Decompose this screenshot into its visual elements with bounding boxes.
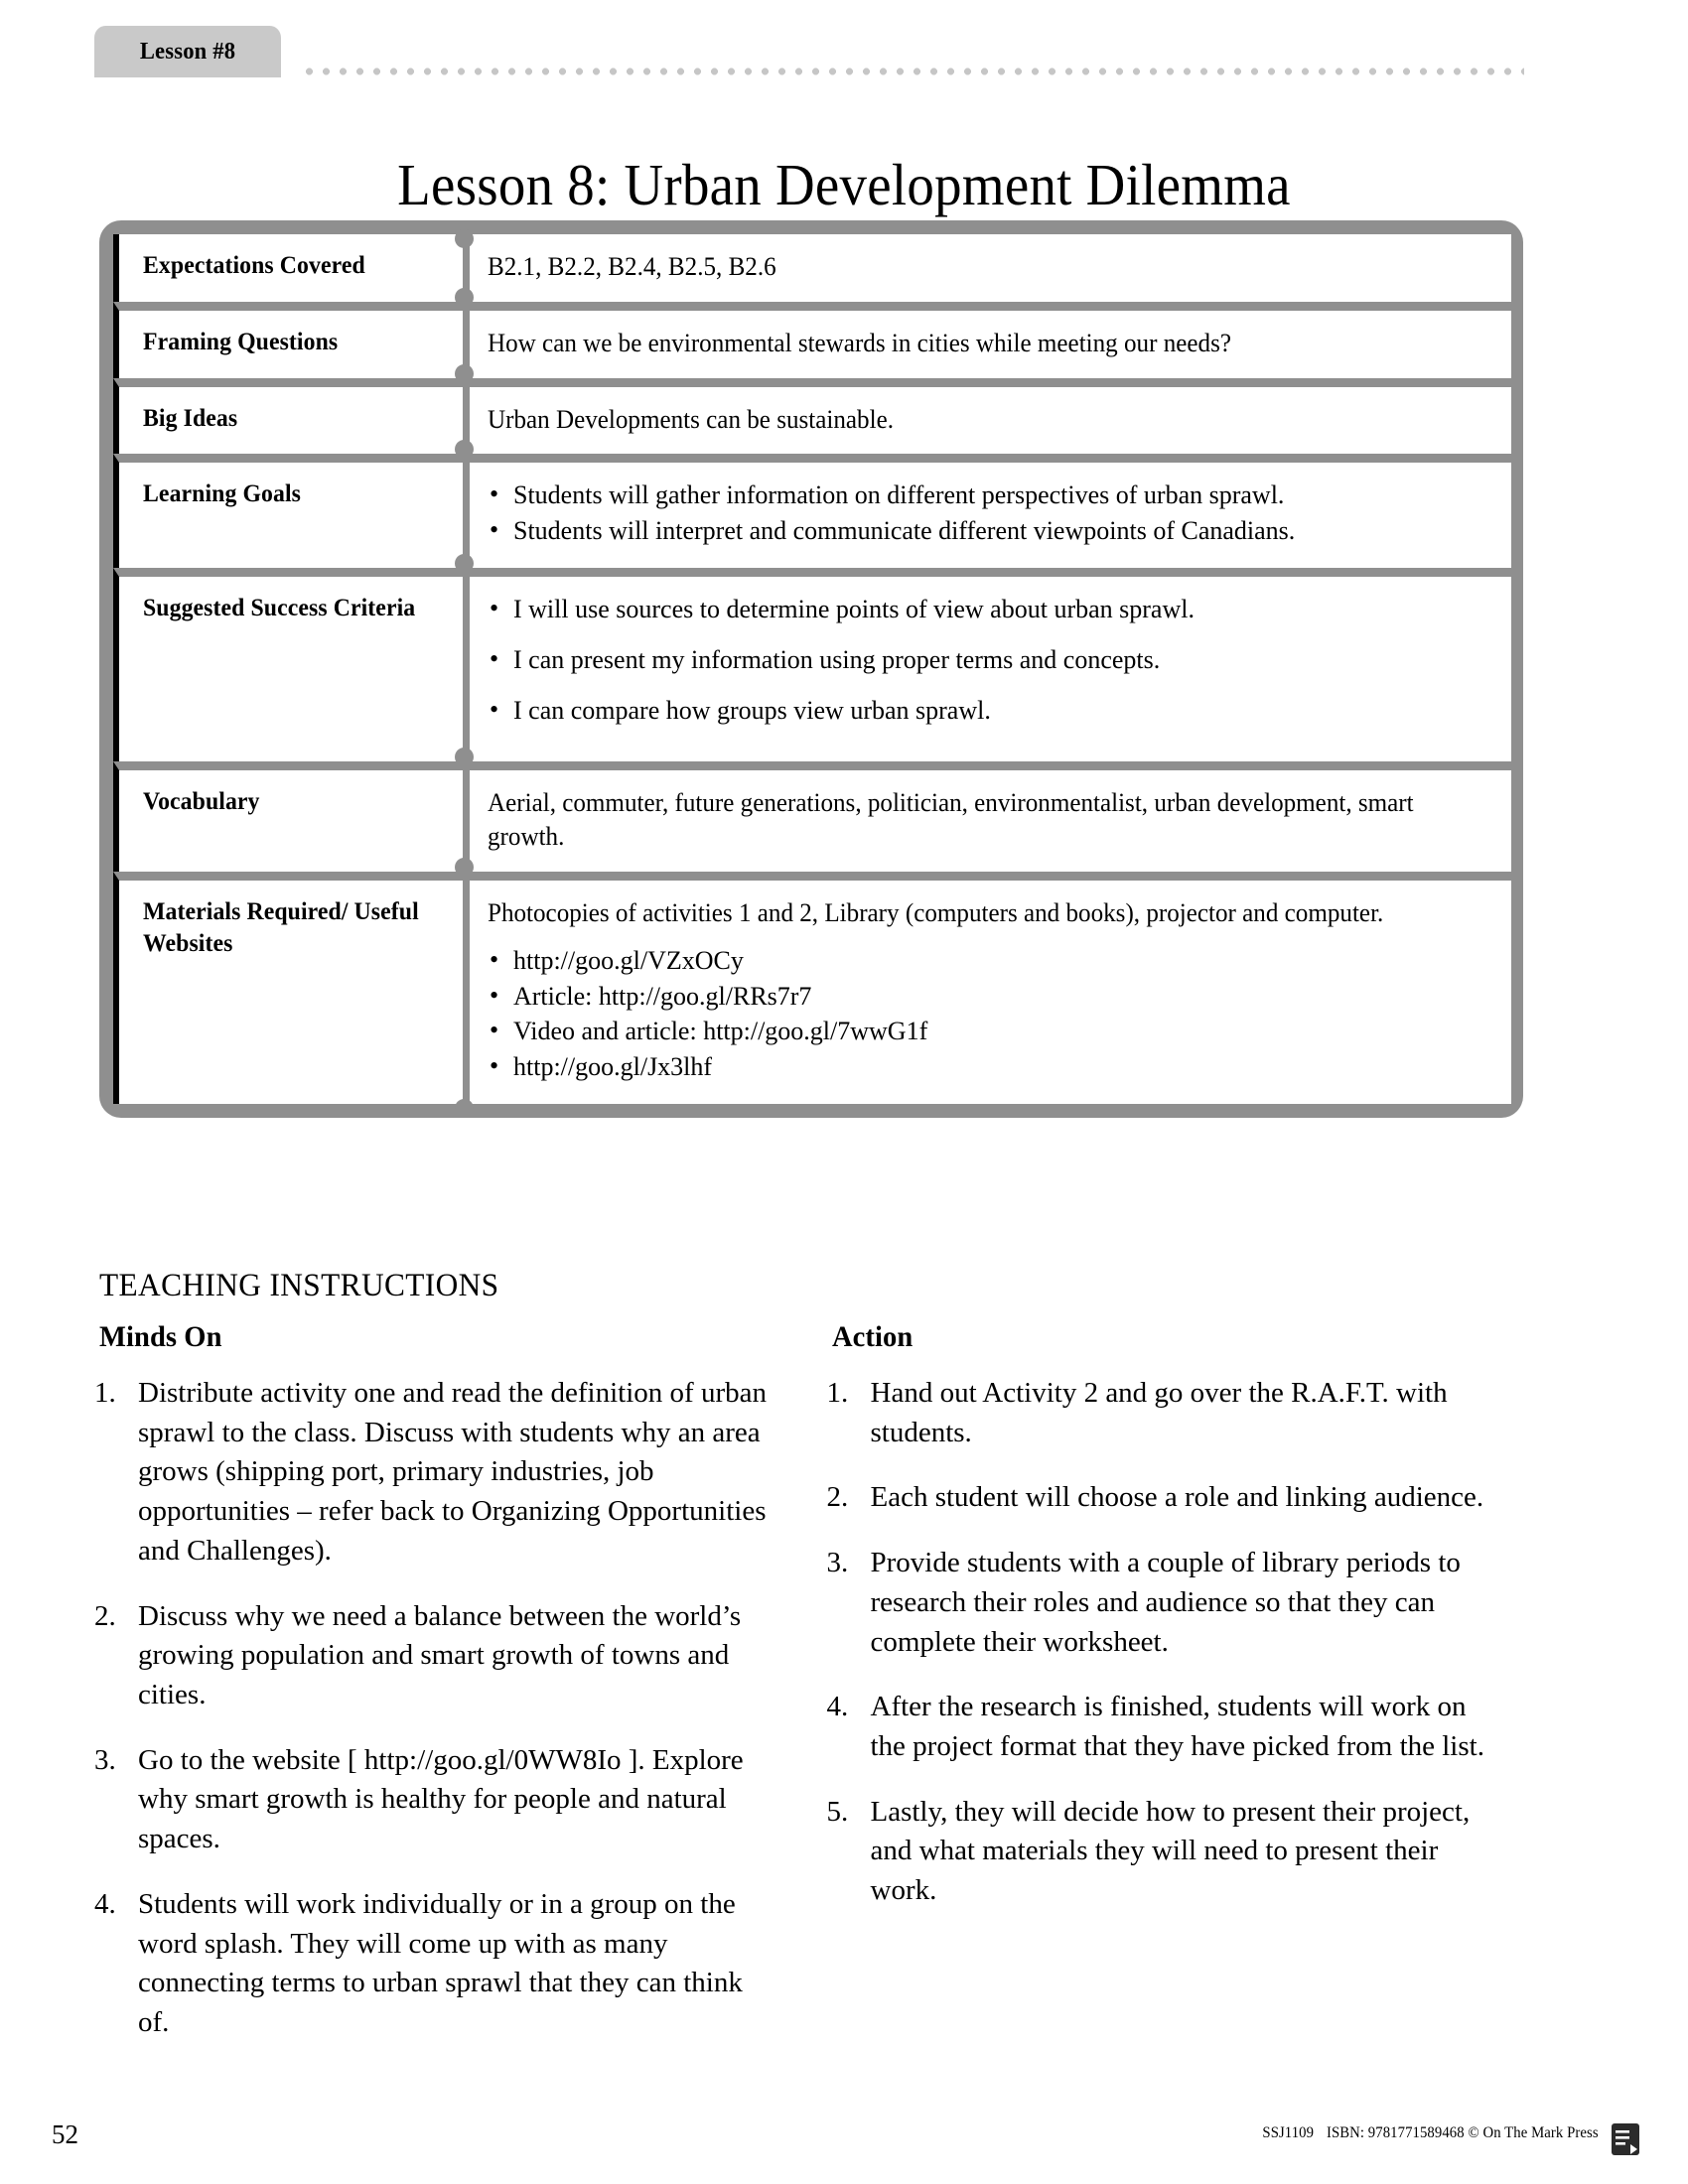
row-label: Vocabulary [143,788,260,816]
list-item [94,1885,773,2043]
step-number: 2. [94,1599,116,1632]
table-row [113,568,1511,761]
lesson-tab [94,26,281,77]
list-item [827,1544,1505,1662]
action-column [827,1320,1505,2043]
step-text: After the research is finished, students will work on the project format that they have picked from the list. [870,1691,1484,1763]
footer-isbn: ISBN: 9781771589468 © On The Mark Press [1327,2124,1599,2141]
useful-websites-list [488,944,1493,1084]
step-number: 5. [826,1795,849,1828]
list-item: • I can present my information using proper terms and concepts. [488,643,1493,677]
list-item: • http://goo.gl/Jx3lhf [488,1050,1493,1084]
divider-joint-dot [455,554,474,573]
step-number: 1. [826,1377,849,1409]
step-text: Hand out Activity 2 and go over the R.A.F.T. with students. [870,1377,1448,1448]
list-item [827,1374,1505,1452]
lesson-overview-table [99,220,1523,1118]
table-row [113,454,1511,568]
page-header [0,26,1688,77]
row-label: Big Ideas [143,404,238,432]
step-number: 3. [94,1743,116,1776]
action-steps [827,1374,1505,1911]
step-text: Provide students with a couple of library periods to research their roles and audience so that they can complete their worksheet. [870,1547,1461,1658]
row-label-cell [113,568,463,761]
row-label: Suggested Success Criteria [143,594,416,621]
step-number: 1. [94,1377,116,1409]
row-value-cell [463,234,1511,302]
divider-joint-dot [455,440,474,459]
divider-joint-dot [455,229,474,248]
row-label-cell [113,302,463,378]
step-text: Go to the website [ http://goo.gl/0WW8Io ]. Explore why smart growth is healthy for people and natural spaces. [138,1743,744,1855]
list-item: • Article: http://goo.gl/RRs7r7 [488,980,1493,1014]
minds-on-steps [94,1374,773,2043]
header-dotted-rule [301,68,1524,75]
list-item: • I will use sources to determine points of view about urban sprawl. [488,593,1493,626]
row-label-cell [113,378,463,455]
row-value: Photocopies of activities 1 and 2, Library (computers and books), projector and computer. [488,897,1384,927]
book-icon [1611,2122,1640,2156]
table-row [113,234,1511,302]
teaching-instructions-heading: TEACHING INSTRUCTIONS [99,1268,499,1303]
row-value: Urban Developments can be sustainable. [488,404,894,434]
row-value: Aerial, commuter, future generations, politician, environmentalist, urban development, smart growth. [488,788,1414,852]
list-item: • http://goo.gl/VZxOCy [488,944,1493,978]
row-label: Framing Questions [143,328,339,355]
step-number: 4. [826,1691,849,1723]
list-item: • Video and article: http://goo.gl/7wwG1f [488,1015,1493,1048]
divider-joint-dot [455,364,474,383]
minds-on-heading: Minds On [99,1320,222,1353]
step-text: Distribute activity one and read the definition of urban sprawl to the class. Discuss with students why an area grows (shipping port, primary industries, job opportunities – refer back to Organizing Opportunities and Challenges). [138,1377,767,1567]
step-number: 2. [826,1481,849,1514]
list-item [827,1793,1505,1911]
row-value: How can we be environmental stewards in cities while meeting our needs? [488,328,1231,357]
row-label: Learning Goals [143,480,302,508]
row-label-cell [113,234,463,302]
step-text: Lastly, they will decide how to present their project, and what materials they will need to present their work. [870,1795,1471,1907]
step-text: Students will work individually or in a group on the word splash. They will come up with as many connecting terms to urban sprawl that they can think of. [138,1887,743,2039]
minds-on-column [94,1320,773,2043]
row-value-cell [463,872,1511,1104]
row-value-cell [463,568,1511,761]
row-value-cell [463,302,1511,378]
divider-joint-dot [455,858,474,877]
list-item: • Students will gather information on different perspectives of urban sprawl. [488,478,1493,512]
row-label: Materials Required/ Useful Websites [143,897,419,958]
learning-goals-list [488,478,1493,548]
row-value-cell [463,761,1511,872]
list-item [827,1688,1505,1766]
divider-joint-dot [455,748,474,766]
step-number: 4. [94,1887,116,1920]
step-number: 3. [826,1547,849,1579]
page-title: Lesson 8: Urban Development Dilemma [397,151,1291,217]
step-text: Each student will choose a role and linking audience. [870,1481,1484,1514]
list-item: • Students will interpret and communicate different viewpoints of Canadians. [488,514,1493,548]
row-label-cell [113,761,463,872]
table-row [113,302,1511,378]
lesson-tab-label: Lesson #8 [139,38,236,65]
step-text: Discuss why we need a balance between the world’s growing population and smart growth of towns and cities. [138,1599,742,1711]
table-row [113,761,1511,872]
success-criteria-list [488,593,1493,727]
list-item [94,1741,773,1859]
list-item [827,1478,1505,1518]
footer-code: SSJ1109 [1262,2124,1315,2141]
row-label: Expectations Covered [143,252,365,279]
row-label-cell [113,872,463,1104]
table-row [113,872,1511,1104]
list-item: • I can compare how groups view urban sprawl. [488,694,1493,728]
table-row [113,378,1511,455]
divider-joint-dot [455,288,474,307]
overview-rows [113,234,1511,1104]
row-value-cell [463,378,1511,455]
teaching-columns [94,1320,1504,2043]
divider-joint-dot [455,1099,474,1118]
page-number: 52 [52,2119,78,2149]
row-value-cell [463,454,1511,568]
list-item [94,1374,773,1571]
footer-meta [1263,2124,1599,2142]
row-value: B2.1, B2.2, B2.4, B2.5, B2.6 [488,252,776,281]
list-item [94,1597,773,1715]
action-heading: Action [831,1320,913,1353]
row-label-cell [113,454,463,568]
